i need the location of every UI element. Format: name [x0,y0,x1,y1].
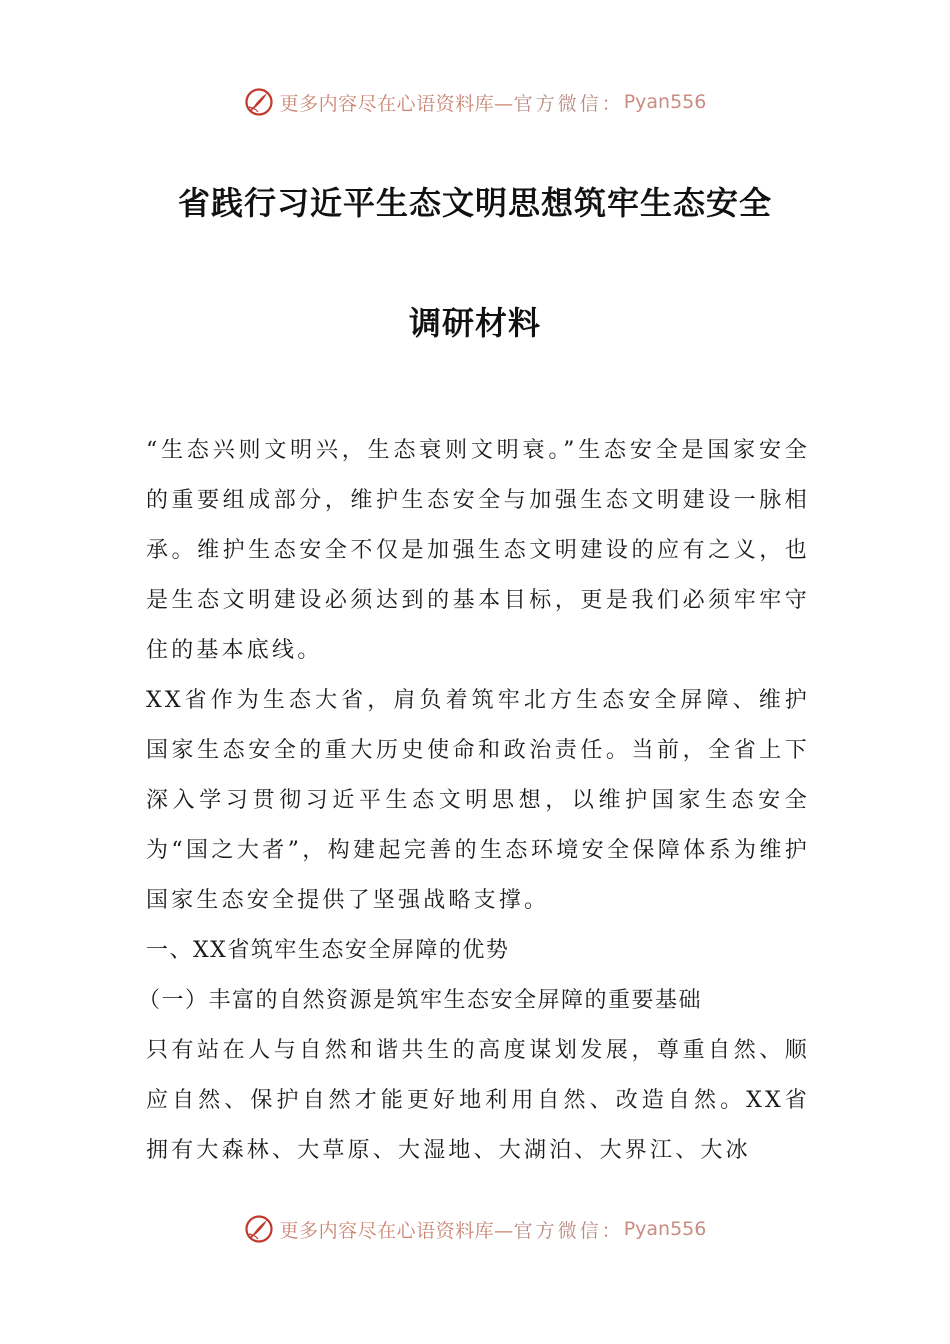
body-paragraph: “生态兴则文明兴，生态衰则文明衰。”生态安全是国家安全的重要组成部分，维护生态安全与加强生态文明建设一脉相承。维护生态安全不仅是加强生态文明建设的应有之义，也是生态文明建设必须达到的基本目标，更是我们必须牢牢守住的基本底线。 [146,438,810,663]
watermark-contact-id: Pyan556 [623,1218,707,1240]
footer-watermark [0,1209,950,1249]
subsection-heading: （一）丰富的自然资源是筑牢生态安全屏障的重要基础 [138,988,703,1013]
header-watermark [0,82,950,122]
watermark-text: 更多内容尽在心语资料库— [279,92,514,115]
document-title-line-1: 省践行习近平生态文明思想筑牢生态安全 [177,184,772,222]
watermark-contact-id: Pyan556 [623,91,707,113]
body-paragraph: XX省作为生态大省，肩负着筑牢北方生态安全屏障、维护国家生态安全的重大历史使命和政治责任。当前，全省上下深入学习贯彻习近平生态文明思想，以维护国家生态安全为“国之大者”，构建起完善的生态环境安全保障体系为维护国家生态安全提供了坚强战略支撑。 [146,688,810,913]
watermark-text: 更多内容尽在心语资料库— [279,1219,514,1242]
feather-pen-circle-icon [244,1214,274,1244]
document-body [138,426,810,1176]
body-paragraph: 只有站在人与自然和谐共生的高度谋划发展，尊重自然、顺应自然、保护自然才能更好地利用自然、改造自然。XX省拥有大森林、大草原、大湿地、大湖泊、大界江、大冰 [146,1038,810,1163]
watermark-contact-label: 官方微信： [513,92,624,115]
watermark-contact-label: 官方微信： [513,1219,624,1242]
section-heading: 一、XX省筑牢生态安全屏障的优势 [146,938,510,963]
feather-pen-circle-icon [244,87,274,117]
document-title-line-2: 调研材料 [408,304,541,342]
